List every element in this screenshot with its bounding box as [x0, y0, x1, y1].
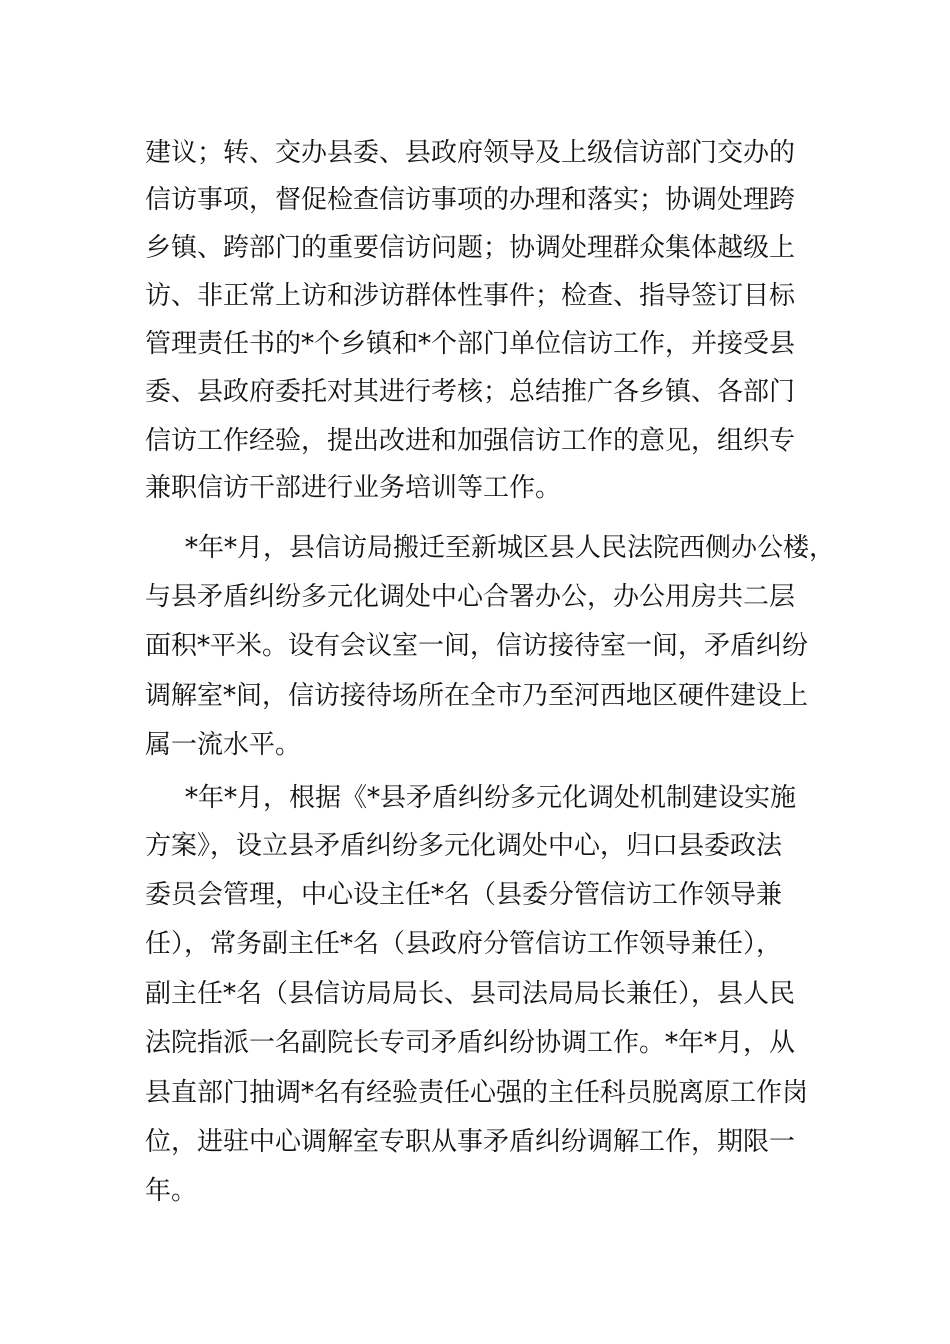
paragraph-1-line-7: 信访工作经验，提出改进和加强信访工作的意见，组织专	[145, 426, 796, 456]
paragraph-2-line-3: 面积*平米。设有会议室一间，信访接待室一间，矛盾纠纷	[145, 631, 809, 661]
paragraph-1-line-4: 访、非正常上访和涉访群体性事件；检查、指导签订目标	[145, 281, 796, 311]
paragraph-3-line-2: 方案》，设立县矛盾纠纷多元化调处中心，归口县委政法	[145, 831, 783, 861]
paragraph-1-line-6: 委、县政府委托对其进行考核；总结推广各乡镇、各部门	[145, 377, 796, 407]
paragraph-2-line-1: *年*月，县信访局搬迁至新城区县人民法院西侧办公楼，	[185, 533, 836, 563]
paragraph-3-line-9: 年。	[145, 1176, 198, 1206]
paragraph-3-line-3: 委员会管理，中心设主任*名（县委分管信访工作领导兼	[145, 880, 783, 910]
paragraph-3-line-4: 任），常务副主任*名（县政府分管信访工作领导兼任），	[145, 929, 783, 959]
paragraph-2-line-4: 调解室*间，信访接待场所在全市乃至河西地区硬件建设上	[145, 681, 809, 711]
paragraph-1-line-2: 信访事项，督促检查信访事项的办理和落实；协调处理跨	[145, 185, 796, 215]
paragraph-1-line-1: 建议；转、交办县委、县政府领导及上级信访部门交办的	[145, 138, 796, 168]
paragraph-1-line-8: 兼职信访干部进行业务培训等工作。	[145, 473, 562, 503]
paragraph-3-line-8: 位，进驻中心调解室专职从事矛盾纠纷调解工作，期限一	[145, 1127, 796, 1157]
paragraph-3-line-1: *年*月，根据《*县矛盾纠纷多元化调处机制建设实施	[185, 783, 797, 813]
paragraph-3-line-6: 法院指派一名副院长专司矛盾纠纷协调工作。*年*月，从	[145, 1028, 796, 1058]
paragraph-1-line-5: 管理责任书的*个乡镇和*个部门单位信访工作，并接受县	[145, 329, 796, 359]
paragraph-3-line-7: 县直部门抽调*名有经验责任心强的主任科员脱离原工作岗	[145, 1078, 809, 1108]
paragraph-1-line-3: 乡镇、跨部门的重要信访问题；协调处理群众集体越级上	[145, 233, 796, 263]
paragraph-2-line-2: 与县矛盾纠纷多元化调处中心合署办公，办公用房共二层	[145, 582, 796, 612]
paragraph-2-line-5: 属一流水平。	[145, 730, 302, 760]
paragraph-3-line-5: 副主任*名（县信访局局长、县司法局局长兼任），县人民	[145, 979, 796, 1009]
